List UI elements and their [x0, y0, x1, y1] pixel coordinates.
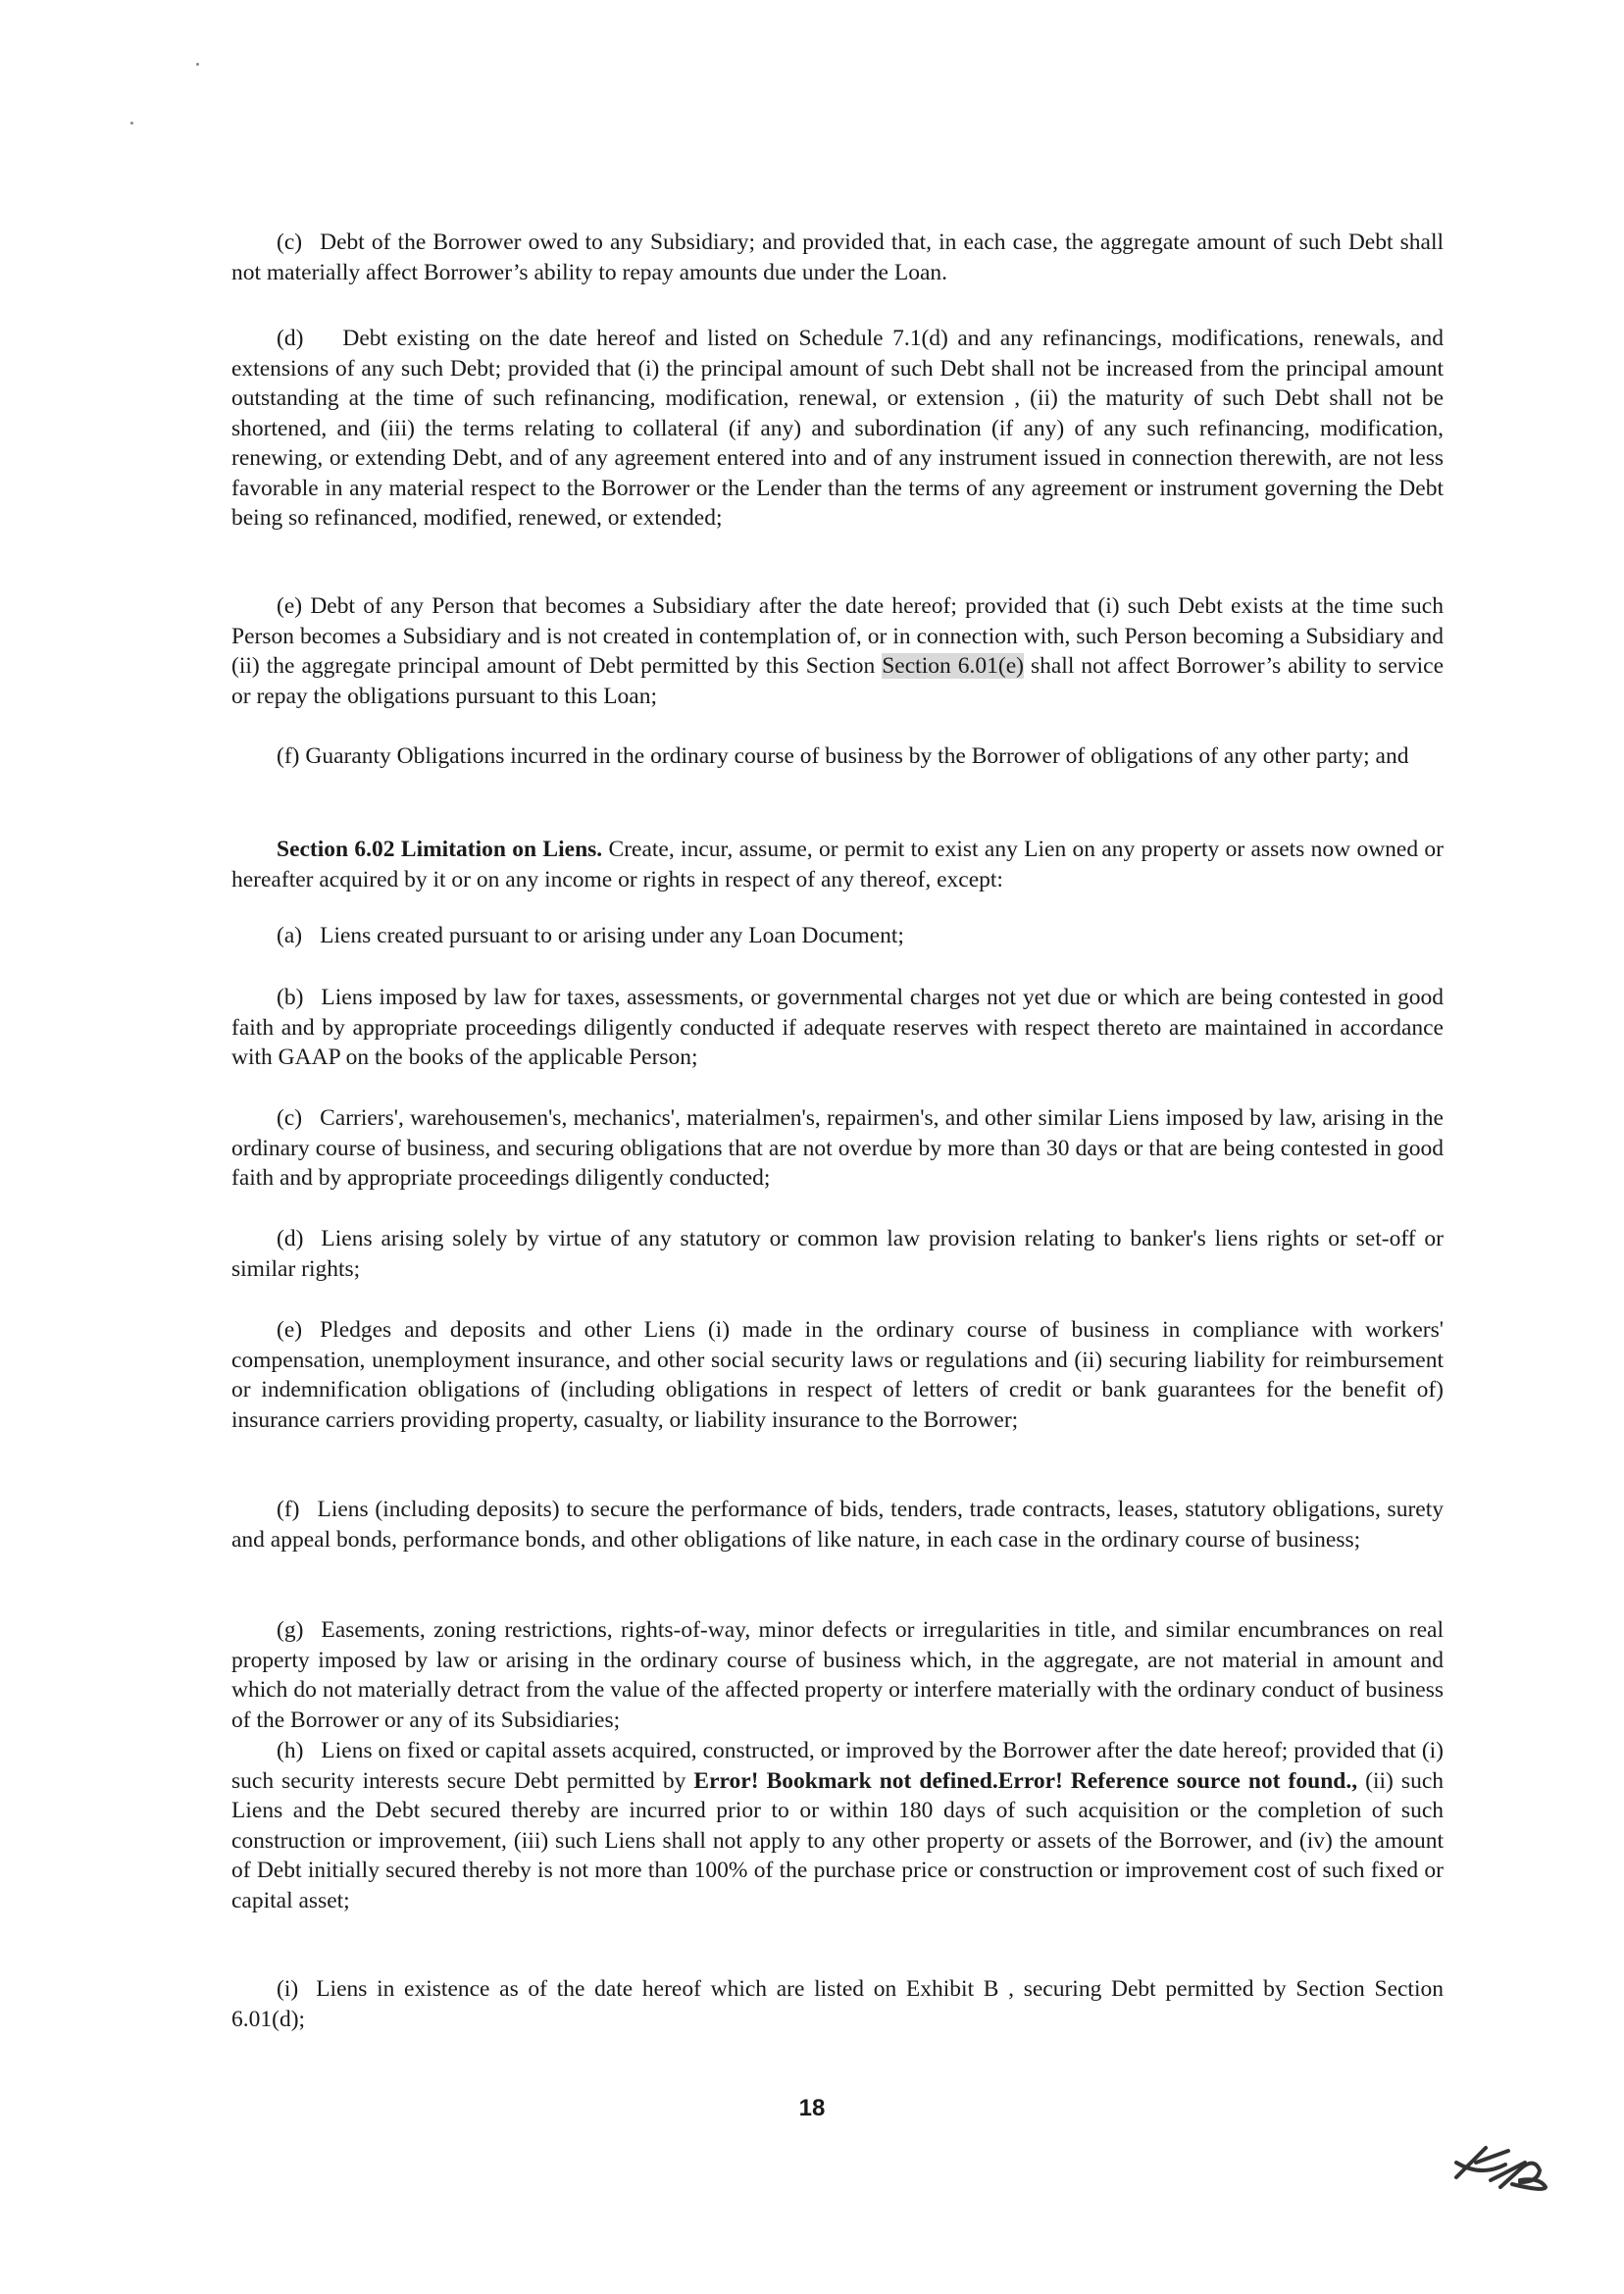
clause-e-subsidiary-debt [231, 591, 1444, 711]
clause-label: (e) [277, 593, 303, 619]
scan-speck [196, 63, 199, 66]
clause-label: (h) [277, 1738, 304, 1763]
clause-d-existing-debt [231, 324, 1444, 534]
clause-h-fixed-asset-liens [231, 1736, 1444, 1915]
clause-label: (d) [277, 1226, 304, 1251]
page-number: 18 [798, 2095, 826, 2121]
clause-text: Liens imposed by law for taxes, assessments, or governmental charges not yet due or which are being contested in good faith and by appropriate proceedings diligently conducted if adequate reserves with respect thereto are maintained in accordance with GAAP on the books of the applicable Person; [231, 985, 1444, 1070]
clause-label: (g) [277, 1617, 304, 1643]
clause-c-debt-to-subsidiary [231, 228, 1444, 287]
clause-label: (e) [277, 1317, 303, 1343]
clause-label: (a) [277, 923, 303, 948]
clause-f-deposits [231, 1495, 1444, 1555]
clause-label: (d) [277, 326, 304, 351]
clause-label: (c) [277, 229, 303, 255]
clause-label: (f) [277, 743, 300, 769]
clause-text: Liens on fixed or capital assets acquired, constructed, or improved by the Borrower after the date hereof; provided that (i) such security interests secure Debt permitted by [231, 1738, 1444, 1794]
section-text: Create, incur, assume, or permit to exist any Lien on any property or assets now owned or hereafter acquired by it or on any income or rights in respect of any thereof, except: [231, 837, 1445, 892]
signature-initials [1451, 2143, 1559, 2212]
clause-text: shall not affect Borrower’s ability to service or repay the obligations pursuant to this Loan; [231, 653, 1445, 709]
clause-text: Easements, zoning restrictions, rights-of-way, minor defects or irregularities in title, and similar encumbrances on real property imposed by law or arising in the ordinary course of business which, in the aggregate, are not material in amount and which do not materially detract from the value of the affected property or interfere materially with the ordinary conduct of business of the Borrower or any of its Subsidiaries; [231, 1617, 1444, 1733]
clause-d-statutory-liens [231, 1224, 1444, 1284]
clause-label: (c) [277, 1105, 303, 1131]
section-reference-link[interactable]: Section 6.01(e) [882, 653, 1024, 679]
clause-c-carrier-liens [231, 1103, 1444, 1194]
clause-f-guaranty [231, 741, 1444, 772]
clause-i-existing-liens [231, 1974, 1444, 2034]
clause-label: (f) [277, 1497, 300, 1522]
clause-label: (i) [277, 1976, 299, 2002]
reference-error-text: Error! Bookmark not defined.Error! Reference source not found., [693, 1767, 1358, 1794]
clause-b-tax-liens [231, 983, 1444, 1073]
clause-text: Liens created pursuant to or arising under any Loan Document; [320, 923, 904, 948]
section-6-02 [231, 835, 1444, 894]
clause-g-easements [231, 1615, 1444, 1735]
clause-text: Carriers', warehousemen's, mechanics', materialmen's, repairmen's, and other similar Liens imposed by law, arising in the ordinary course of business, and securing obligations that are not overdue by more than 30 days or that are being contested in good faith and by appropriate proceedings diligently conducted; [231, 1105, 1444, 1191]
clause-text: Debt of the Borrower owed to any Subsidiary; and provided that, in each case, the aggregate amount of such Debt shall not materially affect Borrower’s ability to repay amounts due under the Loan. [231, 229, 1444, 285]
clause-text: Pledges and deposits and other Liens (i) made in the ordinary course of business in compliance with workers' compensation, unemployment insurance, and other social security laws or regulations and (ii) securing liability for reimbursement or indemnification obligations of (including obligations in respect of letters of credit or bank guarantees for the benefit of) insurance carriers providing property, casualty, or liability insurance to the Borrower; [231, 1317, 1444, 1433]
clause-label: (b) [277, 985, 304, 1010]
clause-text: Debt existing on the date hereof and listed on Schedule 7.1(d) and any refinancings, modifications, renewals, and extensions of any such Debt; provided that (i) the principal amount of such Debt shall not be increased from the principal amount outstanding at the time of such refinancing, modification, renewal, or extension , (ii) the maturity of such Debt shall not be shortened, and (iii) the terms relating to collateral (if any) and subordination (if any) of any such refinancing, modification, renewing, or extending Debt, and of any agreement entered into and of any instrument issued in connection therewith, are not less favorable in any material respect to the Borrower or the Lender than the terms of any agreement or instrument governing the Debt being so refinanced, modified, renewed, or extended; [231, 326, 1444, 531]
clause-text: Liens in existence as of the date hereof which are listed on Exhibit B , securing Debt permitted by Section Section 6.01(d); [231, 1976, 1444, 2032]
section-heading: Section 6.02 Limitation on Liens. [277, 837, 603, 862]
clause-text: Liens (including deposits) to secure the performance of bids, tenders, trade contracts, leases, statutory obligations, surety and appeal bonds, performance bonds, and other obligations of like nature, in each case in the ordinary course of business; [231, 1497, 1444, 1553]
clause-e-pledges [231, 1315, 1444, 1435]
clause-a-loan-liens [231, 921, 1444, 951]
clause-text: Debt of any Person that becomes a Subsidiary after the date hereof; provided that (i) such Debt exists at the time such Person becomes a Subsidiary and is not created in contemplation of, or in connection with, such Person becoming a Subsidiary and (ii) the aggregate principal amount of Debt permitted by this Section [231, 593, 1444, 679]
scan-speck [130, 122, 133, 125]
clause-text: Liens arising solely by virtue of any statutory or common law provision relating to banker's liens rights or set-off or similar rights; [231, 1226, 1444, 1282]
clause-text: Guaranty Obligations incurred in the ordinary course of business by the Borrower of obligations of any other party; and [305, 743, 1409, 769]
clause-text: (ii) such Liens and the Debt secured thereby are incurred prior to or within 180 days of such acquisition or the completion of such construction or improvement, (iii) such Liens shall not apply to any other property or assets of the Borrower, and (iv) the amount of Debt initially secured thereby is not more than 100% of the purchase price or construction or improvement cost of such fixed or capital asset; [231, 1767, 1444, 1913]
